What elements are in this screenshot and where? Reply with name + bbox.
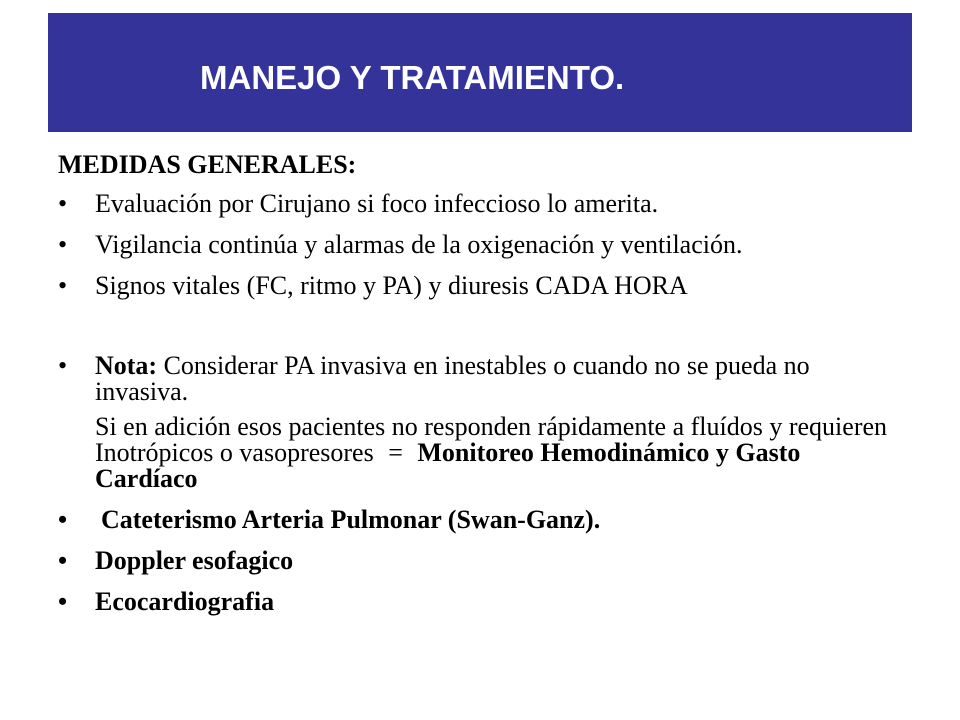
note-bullet xyxy=(58,353,908,405)
section-heading: MEDIDAS GENERALES: xyxy=(58,150,357,179)
bullet-dot: • xyxy=(58,189,68,218)
method-item xyxy=(58,548,908,574)
equals-sign: = xyxy=(388,438,403,467)
note-conclusion: Monitoreo Hemodinámico y Gasto Cardíaco xyxy=(95,438,801,493)
method-item xyxy=(58,589,908,615)
method-text: Ecocardiografia xyxy=(95,587,275,616)
note-continuation-text: Si en adición esos pacientes no responden rápidamente a fluídos y requieren Inotrópicos o vasopresores xyxy=(95,412,888,467)
bullet-dot: • xyxy=(58,587,68,616)
bullet-item xyxy=(58,191,908,217)
bullet-text: Signos vitales (FC, ritmo y PA) y diuresis CADA HORA xyxy=(95,271,688,300)
note-label: Nota: xyxy=(95,351,158,380)
slide-title: MANEJO Y TRATAMIENTO. xyxy=(200,59,625,96)
bullet-item xyxy=(58,273,908,299)
spacer xyxy=(58,314,908,353)
method-text: Cateterismo Arteria Pulmonar (Swan-Ganz). xyxy=(101,505,601,534)
method-text: Doppler esofagico xyxy=(95,546,294,575)
bullet-dot: • xyxy=(58,505,68,534)
bullet-text: Evaluación por Cirujano si foco infeccioso lo amerita. xyxy=(95,189,659,218)
note-text: Considerar PA invasiva en inestables o cuando no se pueda no invasiva. xyxy=(95,351,810,406)
bullet-item xyxy=(58,232,908,258)
bullet-dot: • xyxy=(58,271,68,300)
title-bar xyxy=(48,13,912,132)
bullet-dot: • xyxy=(58,351,68,380)
method-item xyxy=(58,507,908,533)
slide-content xyxy=(58,146,908,630)
bullet-text: Vigilancia continúa y alarmas de la oxigenación y ventilación. xyxy=(95,230,743,259)
note-continuation xyxy=(58,414,908,492)
bullet-dot: • xyxy=(58,546,68,575)
bullet-dot: • xyxy=(58,230,68,259)
